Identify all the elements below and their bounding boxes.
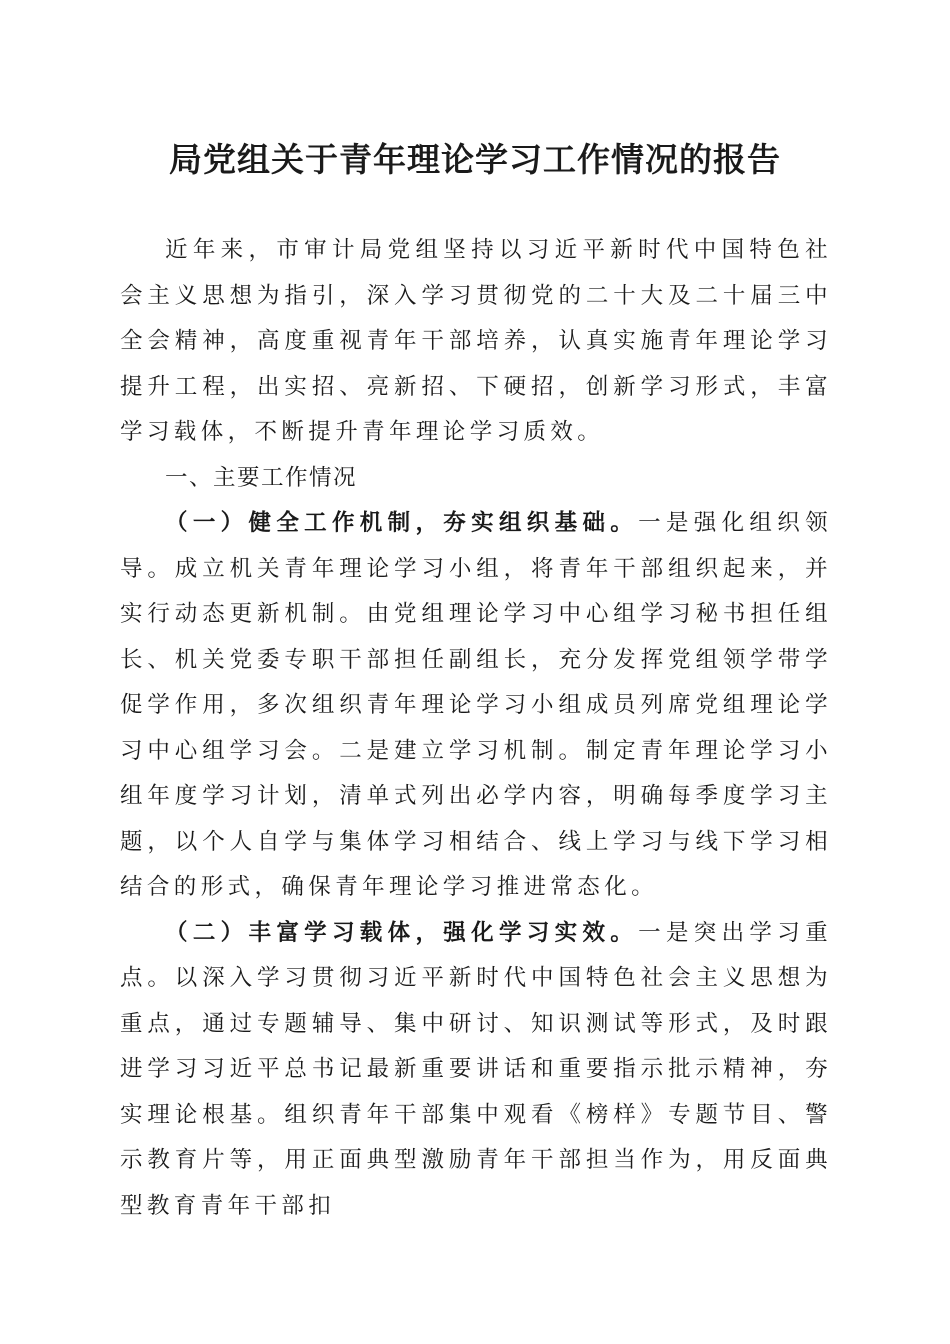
subsection-2-paragraph [120,911,832,1230]
subsection-2-text: 一是突出学习重点。以深入学习贯彻习近平新时代中国特色社会主义思想为重点，通过专题辅导、集中研讨、知识测试等形式，及时跟进学习习近平总书记最新重要讲话和重要指示批示精神，夯实理论根基。组织青年干部集中观看《榜样》专题节目、警示教育片等，用正面典型激励青年干部担当作为，用反面典型教育青年干部扣 [120,919,832,1219]
section-heading: 一、主要工作情况 [165,464,358,491]
document-body [120,228,832,1229]
subsection-1-heading: （一）健全工作机制，夯实组织基础。 [165,510,639,536]
document-title: 局党组关于青年理论学习工作情况的报告 [169,140,781,179]
subsection-2-heading: （二）丰富学习载体，强化学习实效。 [165,919,639,946]
subsection-1-text: 一是强化组织领导。成立机关青年理论学习小组，将青年干部组织起来，并实行动态更新机制。由党组理论学习中心组学习秘书担任组长、机关党委专职干部担任副组长，充分发挥党组领学带学促学作用，多次组织青年理论学习小组成员列席党组理论学习中心组学习会。二是建立学习机制。制定青年理论学习小组年度学习计划，清单式列出必学内容，明确每季度学习主题，以个人自学与集体学习相结合、线上学习与线下学习相结合的形式，确保青年理论学习推进常态化。 [120,510,832,900]
subsection-1-paragraph [120,501,832,911]
intro-paragraph: 近年来，市审计局党组坚持以习近平新时代中国特色社会主义思想为指引，深入学习贯彻党的二十大及二十届三中全会精神，高度重视青年干部培养，认真实施青年理论学习提升工程，出实招、亮新招、下硬招，创新学习形式，丰富学习载体，不断提升青年理论学习质效。 [120,237,832,445]
